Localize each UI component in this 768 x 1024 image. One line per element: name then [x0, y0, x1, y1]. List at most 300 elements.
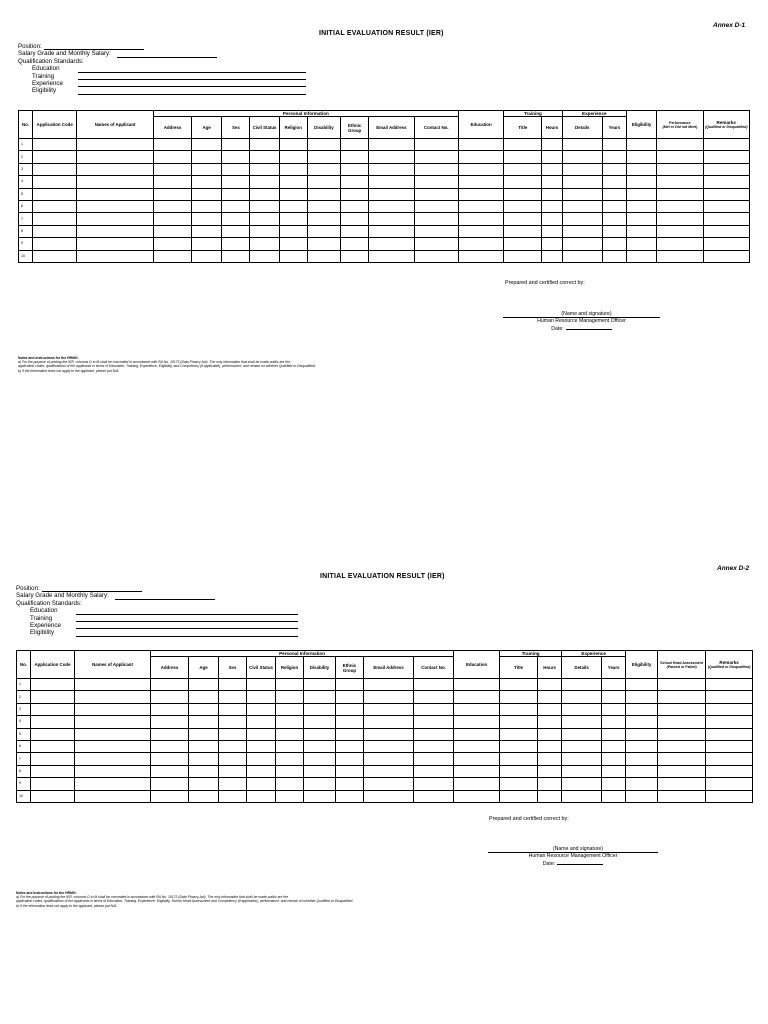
table-cell[interactable]	[192, 139, 222, 151]
table-cell[interactable]	[336, 728, 364, 740]
table-cell[interactable]	[458, 139, 503, 151]
table-cell[interactable]	[538, 753, 562, 765]
qs-training-field[interactable]	[76, 615, 298, 622]
table-cell[interactable]	[454, 753, 500, 765]
table-cell[interactable]	[500, 679, 538, 691]
table-cell[interactable]	[247, 753, 276, 765]
table-cell[interactable]	[658, 728, 706, 740]
table-cell[interactable]	[706, 778, 753, 790]
table-cell[interactable]	[626, 703, 658, 715]
table-cell[interactable]	[364, 765, 414, 777]
table-cell[interactable]	[562, 716, 602, 728]
table-cell[interactable]	[336, 703, 364, 715]
table-cell[interactable]	[504, 176, 542, 188]
table-cell[interactable]	[219, 753, 247, 765]
table-cell[interactable]	[222, 213, 250, 225]
table-cell[interactable]	[219, 728, 247, 740]
table-cell[interactable]	[77, 200, 154, 212]
table-cell[interactable]	[364, 778, 414, 790]
table-cell[interactable]	[279, 176, 307, 188]
table-cell[interactable]	[538, 740, 562, 752]
table-cell[interactable]	[189, 778, 219, 790]
table-cell[interactable]	[627, 238, 657, 250]
table-cell[interactable]	[703, 213, 749, 225]
table-cell[interactable]	[192, 176, 222, 188]
table-cell[interactable]	[626, 790, 658, 802]
table-cell[interactable]	[250, 139, 279, 151]
table-cell[interactable]	[500, 778, 538, 790]
table-cell[interactable]	[219, 716, 247, 728]
table-cell[interactable]	[250, 163, 279, 175]
table-cell[interactable]	[307, 163, 340, 175]
table-cell[interactable]	[562, 250, 602, 262]
table-cell[interactable]	[364, 728, 414, 740]
table-cell[interactable]	[703, 163, 749, 175]
qs-education-field[interactable]	[78, 66, 306, 73]
table-cell[interactable]	[222, 163, 250, 175]
table-cell[interactable]	[658, 778, 706, 790]
table-cell[interactable]	[504, 163, 542, 175]
table-cell[interactable]	[504, 139, 542, 151]
table-cell[interactable]	[602, 151, 626, 163]
table-cell[interactable]	[192, 200, 222, 212]
table-cell[interactable]	[33, 200, 77, 212]
signature-line[interactable]: (Name and signature)	[503, 311, 660, 318]
table-cell[interactable]	[414, 250, 458, 262]
table-cell[interactable]	[562, 163, 602, 175]
table-cell[interactable]	[75, 716, 151, 728]
table-cell[interactable]	[75, 778, 151, 790]
table-cell[interactable]	[219, 703, 247, 715]
table-cell[interactable]	[454, 790, 500, 802]
table-cell[interactable]	[562, 778, 602, 790]
table-cell[interactable]	[279, 250, 307, 262]
table-cell[interactable]	[562, 139, 602, 151]
table-cell[interactable]	[414, 225, 458, 237]
table-cell[interactable]	[458, 213, 503, 225]
table-cell[interactable]	[341, 200, 369, 212]
table-cell[interactable]	[542, 250, 562, 262]
table-cell[interactable]	[364, 679, 414, 691]
table-cell[interactable]	[304, 691, 336, 703]
table-cell[interactable]	[657, 151, 703, 163]
table-cell[interactable]	[192, 250, 222, 262]
table-cell[interactable]	[307, 151, 340, 163]
table-cell[interactable]	[153, 188, 191, 200]
table-cell[interactable]	[458, 188, 503, 200]
table-cell[interactable]	[250, 200, 279, 212]
qs-eligibility-field[interactable]	[76, 630, 298, 637]
table-cell[interactable]	[364, 753, 414, 765]
table-cell[interactable]	[414, 703, 454, 715]
qs-education-field[interactable]	[76, 608, 298, 615]
table-cell[interactable]	[336, 679, 364, 691]
table-cell[interactable]	[562, 238, 602, 250]
table-cell[interactable]	[247, 740, 276, 752]
table-cell[interactable]	[626, 753, 658, 765]
table-cell[interactable]	[33, 225, 77, 237]
table-cell[interactable]	[341, 176, 369, 188]
table-cell[interactable]	[307, 250, 340, 262]
table-cell[interactable]	[500, 728, 538, 740]
table-cell[interactable]	[77, 238, 154, 250]
table-cell[interactable]	[706, 691, 753, 703]
table-cell[interactable]	[542, 163, 562, 175]
table-cell[interactable]	[504, 151, 542, 163]
table-cell[interactable]	[189, 753, 219, 765]
table-cell[interactable]	[706, 765, 753, 777]
table-cell[interactable]	[276, 778, 304, 790]
table-cell[interactable]	[77, 151, 154, 163]
qs-eligibility-field[interactable]	[78, 88, 306, 95]
table-cell[interactable]	[31, 740, 75, 752]
table-cell[interactable]	[153, 250, 191, 262]
table-cell[interactable]	[454, 765, 500, 777]
date-field[interactable]	[566, 324, 612, 330]
table-cell[interactable]	[657, 225, 703, 237]
table-cell[interactable]	[562, 188, 602, 200]
table-cell[interactable]	[657, 250, 703, 262]
table-cell[interactable]	[626, 778, 658, 790]
table-cell[interactable]	[706, 753, 753, 765]
qs-experience-field[interactable]	[76, 623, 298, 630]
table-cell[interactable]	[602, 716, 626, 728]
table-cell[interactable]	[222, 250, 250, 262]
table-cell[interactable]	[77, 163, 154, 175]
table-cell[interactable]	[276, 790, 304, 802]
table-cell[interactable]	[414, 176, 458, 188]
table-cell[interactable]	[657, 200, 703, 212]
table-cell[interactable]	[247, 728, 276, 740]
table-cell[interactable]	[33, 163, 77, 175]
table-cell[interactable]	[336, 778, 364, 790]
table-cell[interactable]	[627, 225, 657, 237]
table-cell[interactable]	[414, 778, 454, 790]
table-cell[interactable]	[77, 188, 154, 200]
table-cell[interactable]	[151, 703, 189, 715]
table-cell[interactable]	[542, 213, 562, 225]
table-cell[interactable]	[562, 151, 602, 163]
table-cell[interactable]	[153, 151, 191, 163]
table-cell[interactable]	[602, 691, 626, 703]
table-cell[interactable]	[602, 679, 626, 691]
table-cell[interactable]	[250, 176, 279, 188]
table-cell[interactable]	[500, 740, 538, 752]
table-cell[interactable]	[279, 200, 307, 212]
table-cell[interactable]	[151, 765, 189, 777]
table-cell[interactable]	[627, 200, 657, 212]
table-cell[interactable]	[33, 151, 77, 163]
table-cell[interactable]	[562, 225, 602, 237]
table-cell[interactable]	[500, 691, 538, 703]
table-cell[interactable]	[562, 691, 602, 703]
table-cell[interactable]	[75, 765, 151, 777]
table-cell[interactable]	[500, 703, 538, 715]
table-cell[interactable]	[189, 740, 219, 752]
table-cell[interactable]	[33, 176, 77, 188]
table-cell[interactable]	[500, 753, 538, 765]
table-cell[interactable]	[33, 188, 77, 200]
table-cell[interactable]	[336, 716, 364, 728]
table-cell[interactable]	[304, 790, 336, 802]
table-cell[interactable]	[627, 188, 657, 200]
table-cell[interactable]	[454, 679, 500, 691]
table-cell[interactable]	[279, 225, 307, 237]
table-cell[interactable]	[336, 790, 364, 802]
table-cell[interactable]	[304, 778, 336, 790]
table-cell[interactable]	[703, 139, 749, 151]
table-cell[interactable]	[33, 250, 77, 262]
table-cell[interactable]	[276, 728, 304, 740]
table-cell[interactable]	[33, 238, 77, 250]
table-cell[interactable]	[153, 213, 191, 225]
table-cell[interactable]	[31, 691, 75, 703]
table-cell[interactable]	[341, 250, 369, 262]
table-cell[interactable]	[658, 790, 706, 802]
table-cell[interactable]	[538, 691, 562, 703]
table-cell[interactable]	[279, 213, 307, 225]
table-cell[interactable]	[369, 176, 414, 188]
table-cell[interactable]	[33, 213, 77, 225]
table-cell[interactable]	[189, 703, 219, 715]
table-cell[interactable]	[504, 188, 542, 200]
table-cell[interactable]	[276, 679, 304, 691]
table-cell[interactable]	[627, 163, 657, 175]
table-cell[interactable]	[538, 778, 562, 790]
table-cell[interactable]	[626, 765, 658, 777]
table-cell[interactable]	[222, 238, 250, 250]
table-cell[interactable]	[703, 250, 749, 262]
table-cell[interactable]	[31, 765, 75, 777]
table-cell[interactable]	[77, 225, 154, 237]
table-cell[interactable]	[153, 225, 191, 237]
salary-field[interactable]	[115, 593, 215, 600]
table-cell[interactable]	[364, 716, 414, 728]
table-cell[interactable]	[247, 790, 276, 802]
table-cell[interactable]	[153, 238, 191, 250]
table-cell[interactable]	[31, 778, 75, 790]
table-cell[interactable]	[276, 716, 304, 728]
table-cell[interactable]	[250, 188, 279, 200]
table-cell[interactable]	[626, 679, 658, 691]
table-cell[interactable]	[341, 213, 369, 225]
table-cell[interactable]	[602, 740, 626, 752]
table-cell[interactable]	[626, 728, 658, 740]
table-cell[interactable]	[219, 778, 247, 790]
table-cell[interactable]	[219, 679, 247, 691]
table-cell[interactable]	[706, 703, 753, 715]
table-cell[interactable]	[341, 139, 369, 151]
table-cell[interactable]	[276, 765, 304, 777]
table-cell[interactable]	[33, 139, 77, 151]
table-cell[interactable]	[304, 728, 336, 740]
table-cell[interactable]	[458, 250, 503, 262]
table-cell[interactable]	[538, 716, 562, 728]
table-cell[interactable]	[219, 691, 247, 703]
table-cell[interactable]	[307, 188, 340, 200]
table-cell[interactable]	[336, 740, 364, 752]
table-cell[interactable]	[538, 703, 562, 715]
table-cell[interactable]	[369, 139, 414, 151]
table-cell[interactable]	[222, 139, 250, 151]
table-cell[interactable]	[151, 679, 189, 691]
table-cell[interactable]	[222, 176, 250, 188]
table-cell[interactable]	[454, 691, 500, 703]
table-cell[interactable]	[602, 176, 626, 188]
table-cell[interactable]	[414, 740, 454, 752]
table-cell[interactable]	[414, 139, 458, 151]
table-cell[interactable]	[562, 703, 602, 715]
table-cell[interactable]	[341, 188, 369, 200]
table-cell[interactable]	[219, 740, 247, 752]
table-cell[interactable]	[276, 691, 304, 703]
table-cell[interactable]	[189, 716, 219, 728]
table-cell[interactable]	[562, 765, 602, 777]
table-cell[interactable]	[364, 691, 414, 703]
table-cell[interactable]	[538, 765, 562, 777]
table-cell[interactable]	[627, 176, 657, 188]
table-cell[interactable]	[542, 151, 562, 163]
table-cell[interactable]	[602, 188, 626, 200]
table-cell[interactable]	[542, 200, 562, 212]
table-cell[interactable]	[414, 238, 458, 250]
table-cell[interactable]	[247, 778, 276, 790]
table-cell[interactable]	[77, 139, 154, 151]
table-cell[interactable]	[657, 176, 703, 188]
table-cell[interactable]	[657, 213, 703, 225]
table-cell[interactable]	[75, 790, 151, 802]
table-cell[interactable]	[602, 778, 626, 790]
table-cell[interactable]	[247, 679, 276, 691]
table-cell[interactable]	[602, 728, 626, 740]
table-cell[interactable]	[542, 188, 562, 200]
table-cell[interactable]	[304, 716, 336, 728]
table-cell[interactable]	[658, 716, 706, 728]
table-cell[interactable]	[542, 238, 562, 250]
table-cell[interactable]	[626, 691, 658, 703]
table-cell[interactable]	[276, 703, 304, 715]
date-field[interactable]	[557, 859, 603, 865]
table-cell[interactable]	[153, 200, 191, 212]
table-cell[interactable]	[369, 250, 414, 262]
table-cell[interactable]	[222, 151, 250, 163]
table-cell[interactable]	[75, 703, 151, 715]
table-cell[interactable]	[414, 163, 458, 175]
table-cell[interactable]	[151, 691, 189, 703]
table-cell[interactable]	[703, 188, 749, 200]
table-cell[interactable]	[500, 765, 538, 777]
table-cell[interactable]	[192, 213, 222, 225]
table-cell[interactable]	[247, 765, 276, 777]
table-cell[interactable]	[504, 200, 542, 212]
table-cell[interactable]	[414, 790, 454, 802]
table-cell[interactable]	[602, 213, 626, 225]
table-cell[interactable]	[626, 740, 658, 752]
table-cell[interactable]	[538, 679, 562, 691]
table-cell[interactable]	[500, 790, 538, 802]
table-cell[interactable]	[454, 716, 500, 728]
table-cell[interactable]	[153, 139, 191, 151]
table-cell[interactable]	[562, 200, 602, 212]
qs-experience-field[interactable]	[78, 81, 306, 88]
table-cell[interactable]	[562, 728, 602, 740]
table-cell[interactable]	[657, 188, 703, 200]
table-cell[interactable]	[369, 163, 414, 175]
table-cell[interactable]	[369, 225, 414, 237]
table-cell[interactable]	[192, 238, 222, 250]
table-cell[interactable]	[562, 753, 602, 765]
table-cell[interactable]	[414, 716, 454, 728]
table-cell[interactable]	[307, 139, 340, 151]
table-cell[interactable]	[304, 703, 336, 715]
table-cell[interactable]	[703, 238, 749, 250]
table-cell[interactable]	[77, 250, 154, 262]
table-cell[interactable]	[364, 740, 414, 752]
table-cell[interactable]	[504, 225, 542, 237]
table-cell[interactable]	[341, 151, 369, 163]
table-cell[interactable]	[414, 753, 454, 765]
table-cell[interactable]	[222, 200, 250, 212]
table-cell[interactable]	[151, 790, 189, 802]
table-cell[interactable]	[189, 790, 219, 802]
table-cell[interactable]	[77, 176, 154, 188]
table-cell[interactable]	[304, 679, 336, 691]
table-cell[interactable]	[706, 716, 753, 728]
table-cell[interactable]	[542, 176, 562, 188]
table-cell[interactable]	[657, 163, 703, 175]
table-cell[interactable]	[31, 716, 75, 728]
qs-training-field[interactable]	[78, 73, 306, 80]
table-cell[interactable]	[602, 200, 626, 212]
table-cell[interactable]	[341, 238, 369, 250]
table-cell[interactable]	[219, 765, 247, 777]
table-cell[interactable]	[542, 225, 562, 237]
table-cell[interactable]	[75, 679, 151, 691]
table-cell[interactable]	[602, 238, 626, 250]
table-cell[interactable]	[192, 151, 222, 163]
table-cell[interactable]	[247, 703, 276, 715]
table-cell[interactable]	[222, 188, 250, 200]
table-cell[interactable]	[602, 703, 626, 715]
table-cell[interactable]	[75, 691, 151, 703]
table-cell[interactable]	[369, 238, 414, 250]
table-cell[interactable]	[458, 200, 503, 212]
table-cell[interactable]	[279, 188, 307, 200]
table-cell[interactable]	[189, 691, 219, 703]
table-cell[interactable]	[657, 139, 703, 151]
table-cell[interactable]	[602, 225, 626, 237]
table-cell[interactable]	[304, 740, 336, 752]
table-cell[interactable]	[219, 790, 247, 802]
table-cell[interactable]	[562, 740, 602, 752]
table-cell[interactable]	[458, 176, 503, 188]
table-cell[interactable]	[458, 238, 503, 250]
table-cell[interactable]	[364, 703, 414, 715]
table-cell[interactable]	[250, 250, 279, 262]
table-cell[interactable]	[369, 213, 414, 225]
table-cell[interactable]	[151, 740, 189, 752]
table-cell[interactable]	[369, 151, 414, 163]
table-cell[interactable]	[703, 200, 749, 212]
table-cell[interactable]	[658, 753, 706, 765]
table-cell[interactable]	[627, 213, 657, 225]
table-cell[interactable]	[538, 728, 562, 740]
table-cell[interactable]	[602, 250, 626, 262]
table-cell[interactable]	[562, 679, 602, 691]
table-cell[interactable]	[414, 728, 454, 740]
table-cell[interactable]	[192, 188, 222, 200]
table-cell[interactable]	[504, 250, 542, 262]
